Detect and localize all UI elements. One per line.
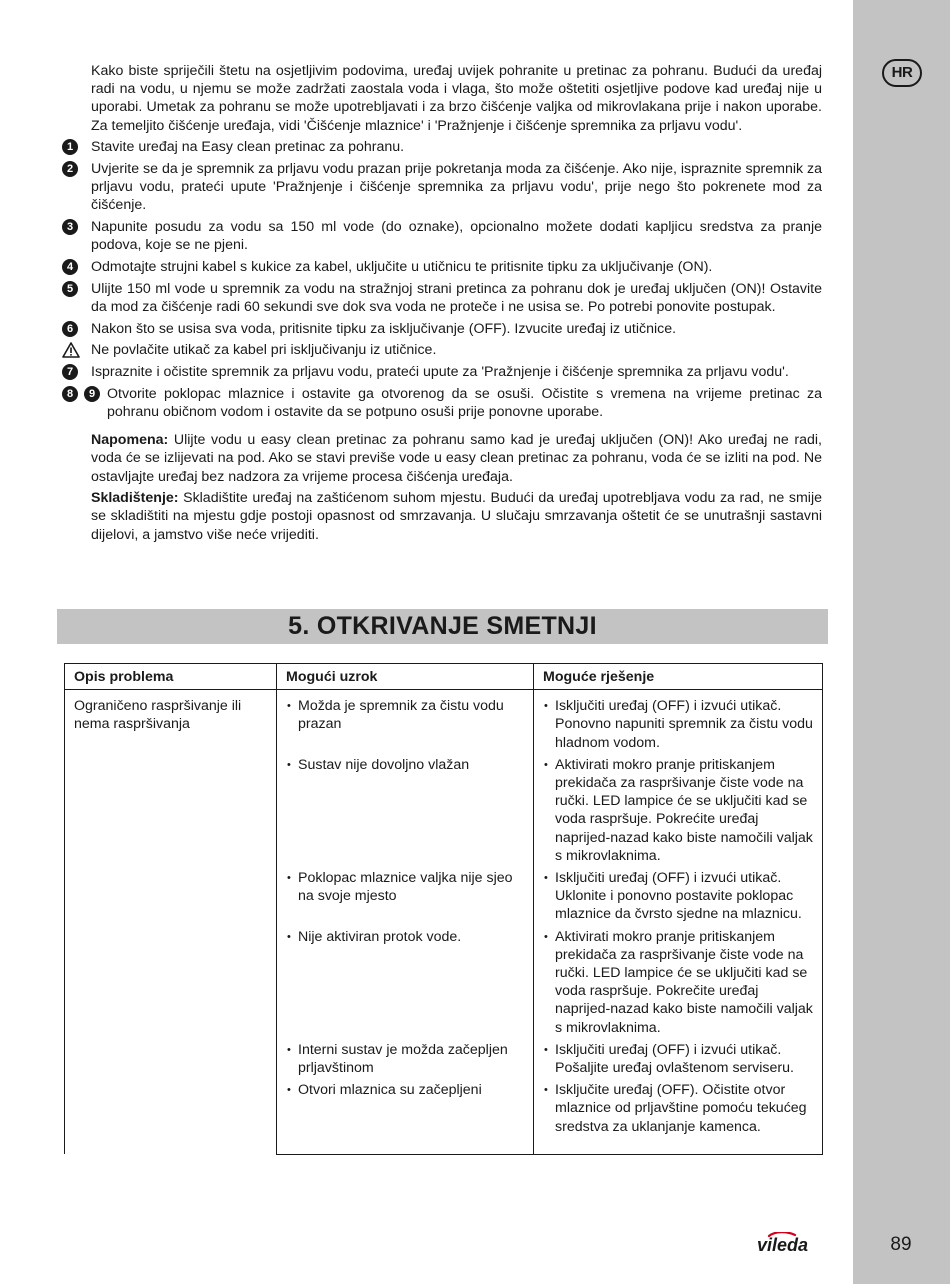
cause-cell xyxy=(277,928,534,1041)
step-4 xyxy=(62,258,822,276)
intro-paragraph: Kako biste spriječili štetu na osjetljivim podovima, uređaj uvijek pohranite u pretinac za pohranu. Budući da uređaj radi na vodu, u njemu se može zadržati zaostala voda i vlaga, što može oštetiti osjetljive podove kad uređaj nije u uporabi. Umetak za pohranu se može upotrebljavati i za brzo čišćenje valjka od mikrovlakana prije i nakon uporabe. Za temeljito čišćenje uređaja, vidi 'Čišćenje mlaznice' i 'Pražnjenje i čišćenje spremnika za prljavu vodu'. xyxy=(91,63,822,134)
side-strip xyxy=(853,0,950,1284)
solution-item: • Aktivirati mokro pranje pritiskanjem prekidača za raspršivanje čiste vode na ručki. LED lampice će se uključiti kad se voda raspršuje. Pokrećite uređaj naprijed-nazad kako biste namočili valjak s mikrovlaknima. xyxy=(543,756,813,865)
step-5 xyxy=(62,280,822,316)
logo-text: vileda xyxy=(757,1235,809,1254)
storage-text: Skladištite uređaj na zaštićenom suhom mjestu. Budući da uređaj upotrebljava vodu za rad, ne smije se skladištiti na mjestu gdje postoji opasnost od smrzavanja. U slučaju smrzavanja oštetit će se unutrašnji sastavni dijelovi, a jamstvo više neće vrijediti. xyxy=(91,490,822,543)
cause-cell xyxy=(277,756,534,869)
page-number: 89 xyxy=(890,1234,912,1255)
cause-cell xyxy=(277,690,534,756)
column-header: Opis problema xyxy=(65,664,277,690)
step-3 xyxy=(62,218,822,254)
step-number: 9 xyxy=(84,386,100,402)
step-number: 8 xyxy=(62,386,78,402)
cause-item: • Otvori mlaznica su začepljeni xyxy=(286,1081,524,1099)
warning-step xyxy=(62,341,822,359)
solution-item: • Isključiti uređaj (OFF) i izvući utikač. Ponovno napuniti spremnik za čistu vodu hladnom vodom. xyxy=(543,697,813,752)
troubleshooting-table xyxy=(64,663,823,1155)
step-text: Uvjerite se da je spremnik za prljavu vodu prazan prije pokretanja moda za čišćenje. Ako nije, ispraznite spremnik za prljavu vodu, prateći upute 'Pražnjenje i čišćenje spremnika za prljavu vodu', prije nego što pokrenete mod za čišćenje. xyxy=(91,161,823,214)
instructions-content xyxy=(62,62,822,547)
step-text: Otvorite poklopac mlaznice i ostavite ga otvorenog da se osuši. Očistite s vremena na vrijeme pretinac za pohranu običnom vodom i ostavite da se potpuno osuši prije ponovne uporabe. xyxy=(107,385,822,420)
step-number: 2 xyxy=(62,161,78,177)
warning-icon xyxy=(62,342,80,358)
step-text: Napunite posudu za vodu sa 150 ml vode (do oznake), opcionalno možete dodati kapljicu sredstva za pranje podova, koje se ne pjeni. xyxy=(91,219,822,254)
solution-cell xyxy=(534,690,823,756)
note-paragraph xyxy=(62,431,822,486)
solution-item: • Isključiti uređaj (OFF) i izvući utikač. Pošaljite uređaj ovlaštenom serviseru. xyxy=(543,1041,813,1077)
step-number: 3 xyxy=(62,219,78,235)
step-text: Ne povlačite utikač za kabel pri isključivanju iz utičnice. xyxy=(91,342,437,359)
table-header-row xyxy=(65,664,823,690)
step-number: 4 xyxy=(62,259,78,275)
solution-item: • Isključite uređaj (OFF). Očistite otvor mlaznice od prljavštine pomoću tekućeg sredstva za uklanjanje kamenca. xyxy=(543,1081,813,1136)
solution-cell xyxy=(534,756,823,869)
cause-item: • Možda je spremnik za čistu vodu prazan xyxy=(286,697,524,733)
step-7 xyxy=(62,363,822,381)
step-number: 7 xyxy=(62,364,78,380)
solution-cell xyxy=(534,1081,823,1154)
step-text: Odmotajte strujni kabel s kukice za kabel, uključite u utičnicu te pritisnite tipku za uključivanje (ON). xyxy=(91,259,713,276)
problem-cell: Ograničeno raspršivanje ili nema raspršivanja xyxy=(65,690,277,1155)
section-title: 5. OTKRIVANJE SMETNJI xyxy=(288,612,597,640)
note-label: Napomena: xyxy=(91,432,169,449)
step-6 xyxy=(62,320,822,338)
step-text: Ulijte 150 ml vode u spremnik za vodu na stražnjoj strani pretinca za pohranu dok je uređaj uključen (ON)! Ostavite da mod za čišćenje radi 60 sekundi sve dok sva voda ne proteče i ne usisa se. Po potrebi ponovite postupak. xyxy=(91,280,822,315)
solution-cell xyxy=(534,869,823,928)
cause-item: • Sustav nije dovoljno vlažan xyxy=(286,756,524,774)
solution-cell xyxy=(534,928,823,1041)
step-text: Stavite uređaj na Easy clean pretinac za pohranu. xyxy=(91,139,405,156)
solution-item: • Isključiti uređaj (OFF) i izvući utikač. Uklonite i ponovno postavite poklopac mlaznice da čvrsto sjedne na mlaznicu. xyxy=(543,869,813,924)
cause-cell xyxy=(277,1041,534,1081)
language-badge: HR xyxy=(882,59,922,87)
step-text: Ispraznite i očistite spremnik za prljavu vodu, prateći upute za 'Pražnjenje i čišćenje spremnika za prljavu vodu'. xyxy=(91,364,789,381)
cause-cell xyxy=(277,1081,534,1154)
column-header: Mogući uzrok xyxy=(277,664,534,690)
cause-item: • Interni sustav je možda začepljen prljavštinom xyxy=(286,1041,524,1077)
step-text: Nakon što se usisa sva voda, pritisnite tipku za isključivanje (OFF). Izvucite uređaj iz utičnice. xyxy=(91,320,677,337)
table-row xyxy=(65,690,823,756)
step-number: 6 xyxy=(62,321,78,337)
cause-item: • Poklopac mlaznice valjka nije sjeo na svoje mjesto xyxy=(286,869,524,905)
note-text: Ulijte vodu u easy clean pretinac za pohranu samo kad je uređaj uključen (ON)! Ako uređaj ne radi, voda će se izlijevati na pod. Ako se stavi previše vode u easy clean pretinac za pohranu, voda će se izliti na pod. Ne ostavljajte uređaj bez nadzora za vrijeme procesa čišćenja uređaja. xyxy=(91,432,822,485)
solution-item: • Aktivirati mokro pranje pritiskanjem prekidača za raspršivanje čiste vode na ručki. LED lampice će se uključiti kad se voda raspršuje. Pokrečite uređaj naprijed-nazad kako biste namočili valjak s mikrovlaknima. xyxy=(543,928,813,1037)
step-number: 5 xyxy=(62,281,78,297)
cause-cell xyxy=(277,869,534,928)
solution-cell xyxy=(534,1041,823,1081)
column-header: Moguće rješenje xyxy=(534,664,823,690)
storage-label: Skladištenje: xyxy=(91,490,179,507)
step-number: 1 xyxy=(62,139,78,155)
vileda-logo xyxy=(757,1232,827,1254)
cause-item: • Nije aktiviran protok vode. xyxy=(286,928,524,946)
storage-paragraph xyxy=(62,489,822,544)
step-2 xyxy=(62,160,822,215)
step-8-9 xyxy=(62,385,822,421)
step-1 xyxy=(62,138,822,156)
